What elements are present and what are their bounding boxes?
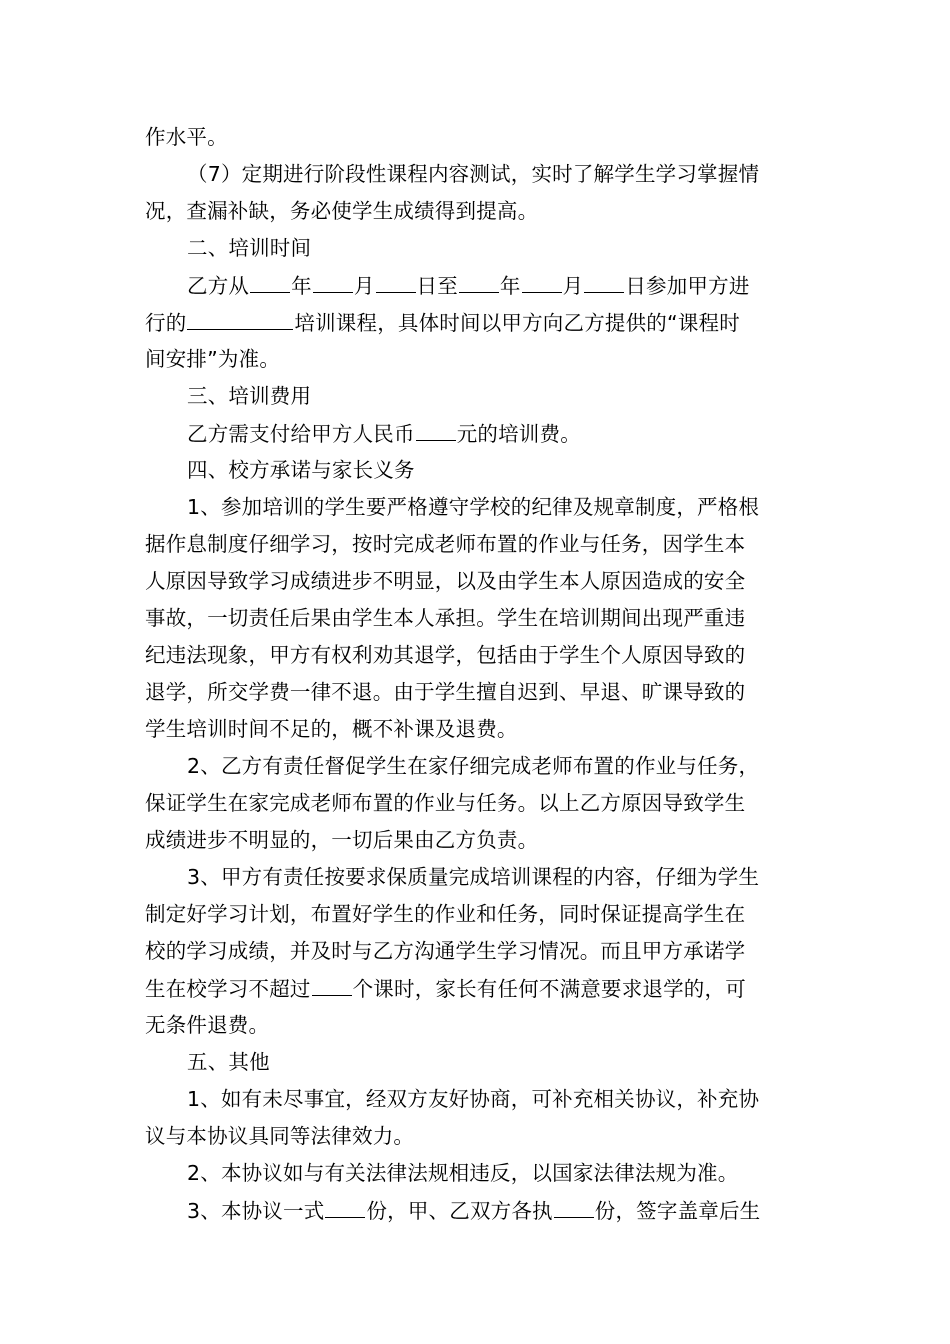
fill-in-blank <box>459 272 499 293</box>
text-line: 成绩进步不明显的，一切后果由乙方负责。 <box>145 828 539 852</box>
fill-in-blank <box>376 272 416 293</box>
text-line: 乙方需支付给甲方人民币 元的培训费。 <box>187 422 581 446</box>
text-line: 乙方从 年 月 日至 年 月 日参加甲方进 <box>187 274 750 298</box>
text-line: 2、乙方有责任督促学生在家仔细完成老师布置的作业与任务， <box>187 754 760 778</box>
text-line: 作水平。 <box>145 125 228 149</box>
text-line: 纪违法现象，甲方有权利劝其退学，包括由于学生个人原因导致的 <box>145 643 746 667</box>
fill-in-blank <box>522 272 562 293</box>
text-line: 议与本协议具同等法律效力。 <box>145 1124 415 1148</box>
section-heading: 四、校方承诺与家长义务 <box>187 458 415 482</box>
text-line: 退学，所交学费一律不退。由于学生擅自迟到、早退、旷课导致的 <box>145 680 746 704</box>
text-line: 1、如有未尽事宜，经双方友好协商，可补充相关协议，补充协 <box>187 1087 760 1111</box>
fill-in-blank <box>250 272 290 293</box>
text-line: （7）定期进行阶段性课程内容测试，实时了解学生学习掌握情 <box>187 162 760 186</box>
text-line: 保证学生在家完成老师布置的作业与任务。以上乙方原因导致学生 <box>145 791 746 815</box>
fill-in-blank <box>312 975 352 996</box>
text-line: 行的 培训课程，具体时间以甲方向乙方提供的“课程时 <box>145 311 740 335</box>
text-line: 3、本协议一式 份，甲、乙双方各执 份，签字盖章后生 <box>187 1199 761 1223</box>
section-heading: 三、培训费用 <box>187 384 312 408</box>
text-line: 据作息制度仔细学习，按时完成老师布置的作业与任务，因学生本 <box>145 532 746 556</box>
fill-in-blank <box>313 272 353 293</box>
fill-in-blank <box>584 272 624 293</box>
section-heading: 二、培训时间 <box>187 236 312 260</box>
text-line: 1、参加培训的学生要严格遵守学校的纪律及规章制度，严格根 <box>187 495 760 519</box>
fill-in-blank <box>187 309 293 330</box>
text-line: 事故，一切责任后果由学生本人承担。学生在培训期间出现严重违 <box>145 606 746 630</box>
fill-in-blank <box>416 420 456 441</box>
fill-in-blank <box>554 1197 594 1218</box>
text-line: 3、甲方有责任按要求保质量完成培训课程的内容，仔细为学生 <box>187 865 760 889</box>
fill-in-blank <box>325 1197 365 1218</box>
section-heading: 五、其他 <box>187 1050 270 1074</box>
text-line: 制定好学习计划，布置好学生的作业和任务，同时保证提高学生在 <box>145 902 746 926</box>
text-line: 生在校学习不超过 个课时，家长有任何不满意要求退学的，可 <box>145 977 746 1001</box>
text-line: 无条件退费。 <box>145 1013 270 1037</box>
text-line: 校的学习成绩，并及时与乙方沟通学生学习情况。而且甲方承诺学 <box>145 939 746 963</box>
text-line: 人原因导致学习成绩进步不明显，以及由学生本人原因造成的安全 <box>145 569 746 593</box>
text-line: 学生培训时间不足的，概不补课及退费。 <box>145 717 518 741</box>
text-line: 间安排”为准。 <box>145 347 281 371</box>
text-line: 2、本协议如与有关法律法规相违反，以国家法律法规为准。 <box>187 1161 739 1185</box>
text-line: 况，查漏补缺，务必使学生成绩得到提高。 <box>145 199 539 223</box>
